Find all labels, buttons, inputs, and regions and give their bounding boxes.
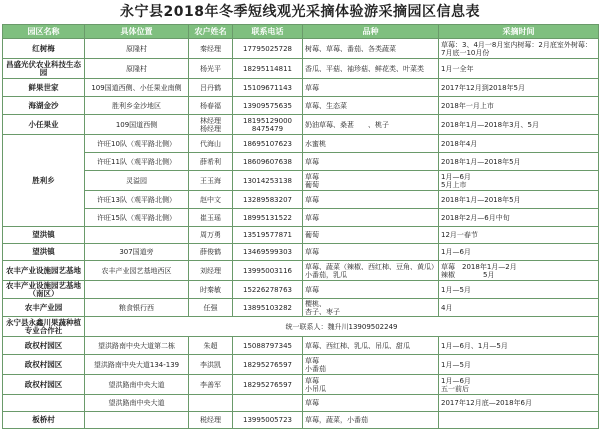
phone: 13014253138: [233, 171, 303, 191]
location: 望洪路南中央大道第二栋: [85, 337, 189, 355]
phone: 18295276597: [233, 355, 303, 375]
park-name: 海湖金沙: [3, 97, 85, 115]
phone: 15226278763: [233, 281, 303, 299]
location: 109国道西侧、小任果业南侧: [85, 79, 189, 97]
farmer-name: 林经理 杨经理: [189, 115, 233, 135]
location: 望洪路南中央大道: [85, 395, 189, 412]
header-phone: 联系电话: [233, 25, 303, 39]
header-location: 具体位置: [85, 25, 189, 39]
table-row: [3, 337, 599, 355]
farmer-name: 王玉海: [189, 171, 233, 191]
variety: 草莓: [303, 79, 439, 97]
park-name: 望洪镇: [3, 244, 85, 261]
location: 原隆村: [85, 59, 189, 79]
farmer-name: 吕丹鹤: [189, 79, 233, 97]
table-row: [3, 317, 599, 337]
phone: 18195129000 8475479: [233, 115, 303, 135]
picking-time: 2018年1月—2018年5月: [439, 191, 599, 209]
farmer-name: 周万勇: [189, 227, 233, 244]
location: [85, 281, 189, 299]
farmer-name: 秦经理: [189, 39, 233, 59]
table-row: [3, 115, 599, 135]
table-row: [3, 97, 599, 115]
farmer-name: 刘经理: [189, 261, 233, 281]
table-row: [3, 395, 599, 412]
header-park-name: 园区名称: [3, 25, 85, 39]
park-name: 农丰产业设施园艺基地（南区）: [3, 281, 85, 299]
table-row: [3, 244, 599, 261]
picking-time: [439, 412, 599, 429]
variety: 草莓: [303, 153, 439, 171]
park-name: 政权村园区: [3, 355, 85, 375]
park-name: 望洪镇: [3, 227, 85, 244]
phone: 13909575635: [233, 97, 303, 115]
variety: 草莓: [303, 244, 439, 261]
park-name: 政权村园区: [3, 375, 85, 395]
farmer-name: 朱超: [189, 337, 233, 355]
variety: 草莓 小吊瓜: [303, 375, 439, 395]
farmer-name: 李洪凯: [189, 355, 233, 375]
farmer-name: 赵中文: [189, 191, 233, 209]
phone: 18995131522: [233, 209, 303, 227]
picking-time: 草莓 2018年1月—2月 辣椒 5月: [439, 261, 599, 281]
park-name: [3, 395, 85, 412]
orchard-info-table: [2, 24, 599, 429]
farmer-name: 薛希利: [189, 153, 233, 171]
picking-time: 2018年4月: [439, 135, 599, 153]
variety: 香瓜、平菇、袖珍菇、鲜花类、叶菜类: [303, 59, 439, 79]
phone: [233, 395, 303, 412]
table-row: [3, 375, 599, 395]
picking-time: 1月—6月 五一前后: [439, 375, 599, 395]
location: 农丰产业园艺基地西区: [85, 261, 189, 281]
phone: 13519577871: [233, 227, 303, 244]
variety: 草莓 小番茄: [303, 355, 439, 375]
variety: 水蜜桃: [303, 135, 439, 153]
location: 胜利乡金沙地区: [85, 97, 189, 115]
table-row: [3, 281, 599, 299]
variety: 草莓、蔬菜（辣椒、西红柿、豆角、黄瓜）小番茄，乳瓜: [303, 261, 439, 281]
table-row: [3, 79, 599, 97]
picking-time: 1月—6月: [439, 244, 599, 261]
farmer-name: 杨春福: [189, 97, 233, 115]
picking-time: 4月: [439, 299, 599, 317]
variety: 草莓: [303, 191, 439, 209]
variety: 草莓 葡萄: [303, 171, 439, 191]
picking-time: 1月—5月: [439, 281, 599, 299]
table-row: [3, 135, 599, 153]
variety: 樱桃、 杏子、枣子: [303, 299, 439, 317]
table-row: [3, 171, 599, 191]
phone: 13895103282: [233, 299, 303, 317]
location: 许旺15队（观平路北侧）: [85, 209, 189, 227]
park-name: 鲜果世家: [3, 79, 85, 97]
variety: 草莓、西红柿、乳瓜、吊瓜、甜瓜: [303, 337, 439, 355]
picking-time: 12月一春节: [439, 227, 599, 244]
farmer-name: 代海山: [189, 135, 233, 153]
farmer-name: [189, 395, 233, 412]
table-row: [3, 39, 599, 59]
location: 许旺11队（观平路北侧）: [85, 153, 189, 171]
table-row: [3, 355, 599, 375]
picking-time: 2018年一月上市: [439, 97, 599, 115]
park-name: 政权村园区: [3, 337, 85, 355]
table-row: [3, 412, 599, 429]
location: 许旺10队（观平路北侧）: [85, 135, 189, 153]
location: [85, 227, 189, 244]
header-variety: 品种: [303, 25, 439, 39]
table-row: [3, 191, 599, 209]
location: 望洪路南中央大道: [85, 375, 189, 395]
table-row: [3, 153, 599, 171]
variety: 草莓，蔬菜，小番茄: [303, 412, 439, 429]
farmer-name: 薛俊鹤: [189, 244, 233, 261]
picking-time: 1月一全年: [439, 59, 599, 79]
phone: 18295114811: [233, 59, 303, 79]
picking-time: 2018年1月—2018年3月、5月: [439, 115, 599, 135]
phone: 18295276597: [233, 375, 303, 395]
farmer-name: 杨光平: [189, 59, 233, 79]
table-row: [3, 261, 599, 281]
variety: 树莓、草莓、番茄、各类蔬菜: [303, 39, 439, 59]
picking-time: 1月—5月: [439, 355, 599, 375]
phone: 18695107623: [233, 135, 303, 153]
park-name: 昌盛光伏农业科技生态园: [3, 59, 85, 79]
farmer-name: 崔玉瑶: [189, 209, 233, 227]
header-row: [3, 25, 599, 39]
picking-time: 草莓：3、4月一8月室内树莓：2月底室外树莓：7月底一10月份: [439, 39, 599, 59]
variety: 葡萄: [303, 227, 439, 244]
farmer-name: 李善军: [189, 375, 233, 395]
phone: 13995005723: [233, 412, 303, 429]
variety: 草莓: [303, 209, 439, 227]
picking-time: 1月—6月、1月—5月: [439, 337, 599, 355]
location: 原隆村: [85, 39, 189, 59]
contact-note: 统一联系人：魏升川13909502249: [85, 317, 599, 337]
farmer-name: 时秦敏: [189, 281, 233, 299]
location: 许旺13队（观平路北侧）: [85, 191, 189, 209]
park-name: 农丰产业园: [3, 299, 85, 317]
phone: 15088797345: [233, 337, 303, 355]
table-row: [3, 299, 599, 317]
picking-time: 2017年12月底—2018年6月: [439, 395, 599, 412]
phone: 13469599303: [233, 244, 303, 261]
park-name: 永宁县永鑫川果蔬种植专业合作社: [3, 317, 85, 337]
park-name: 小任果业: [3, 115, 85, 135]
farmer-name: 任强: [189, 299, 233, 317]
location: 粮食银行西: [85, 299, 189, 317]
park-name: 板桥村: [3, 412, 85, 429]
location: 109国道西侧: [85, 115, 189, 135]
table-row: [3, 227, 599, 244]
header-picking-time: 采摘时间: [439, 25, 599, 39]
location: 307国道旁: [85, 244, 189, 261]
location: 望洪路南中央大道134-139: [85, 355, 189, 375]
phone: 15109671143: [233, 79, 303, 97]
picking-time: 2017年12月到2018年5月: [439, 79, 599, 97]
table-row: [3, 59, 599, 79]
variety: 草莓: [303, 281, 439, 299]
farmer-name: 税经理: [189, 412, 233, 429]
park-name: 红树梅: [3, 39, 85, 59]
location: [85, 412, 189, 429]
picking-time: 1月—6月 5月上市: [439, 171, 599, 191]
park-name: 胜利乡: [3, 135, 85, 227]
variety: 草莓: [303, 395, 439, 412]
page-title: 永宁县2018年冬季短线观光采摘体验游采摘园区信息表: [120, 4, 480, 20]
variety: 草莓、生态菜: [303, 97, 439, 115]
phone: 18609607638: [233, 153, 303, 171]
phone: 13289583207: [233, 191, 303, 209]
picking-time: 2018年2月—6月中旬: [439, 209, 599, 227]
location: 灵溢园: [85, 171, 189, 191]
table-row: [3, 209, 599, 227]
park-name: 农丰产业设施园艺基地: [3, 261, 85, 281]
variety: 奶油草莓、桑葚 、桃子: [303, 115, 439, 135]
picking-time: 2018年1月—2018年5月: [439, 153, 599, 171]
header-farmer-name: 农户姓名: [189, 25, 233, 39]
phone: 13995003116: [233, 261, 303, 281]
phone: 17795025728: [233, 39, 303, 59]
